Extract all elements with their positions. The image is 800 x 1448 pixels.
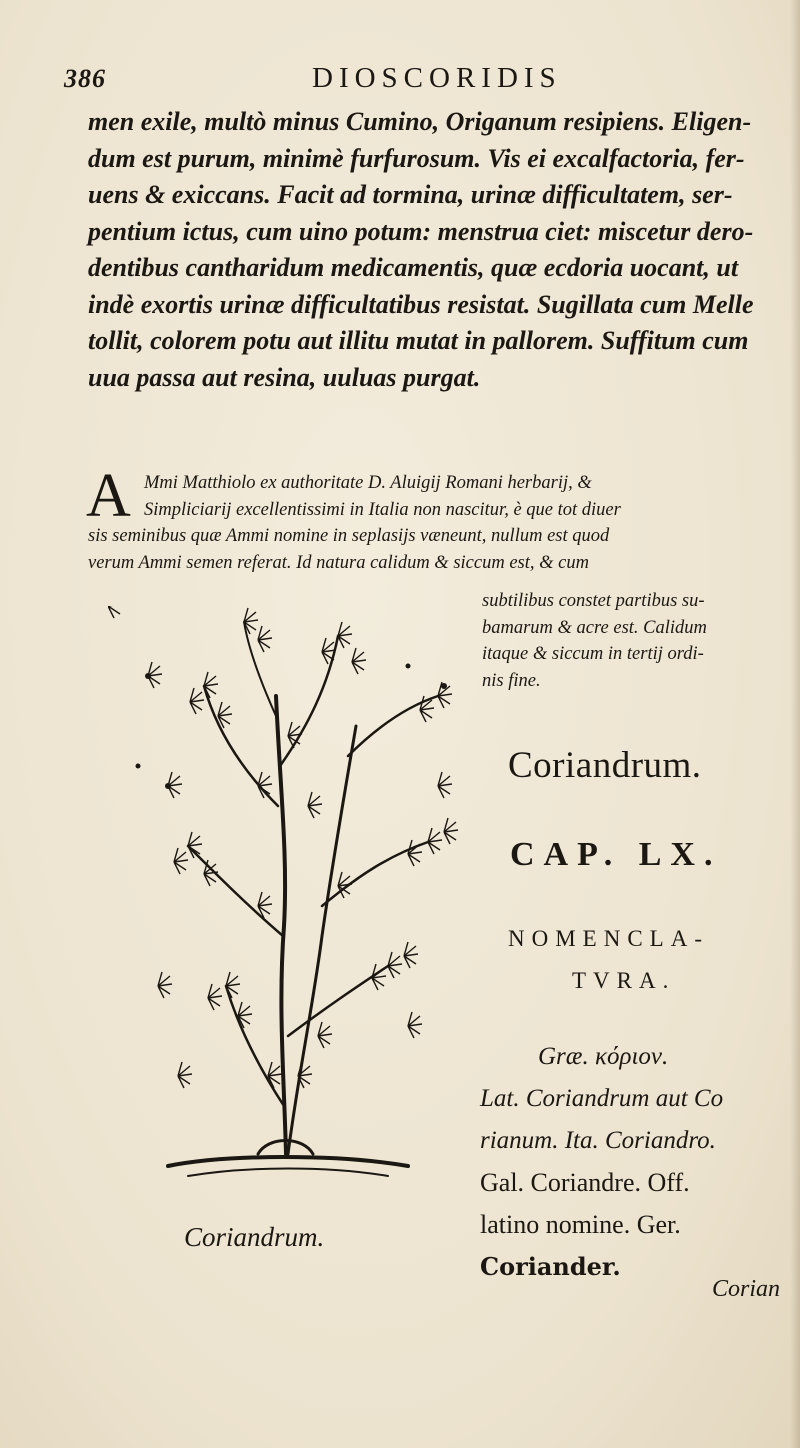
synonym-latin-italian: rianum. Ita. Coriandro. — [480, 1127, 716, 1154]
annotation-line: subtilibus constet partibus su- — [482, 591, 705, 611]
annotation-line: itaque & siccum in tertij ordi- — [482, 644, 704, 664]
running-head: DIOSCORIDIS — [312, 62, 562, 94]
text-line: dentibus cantharidum medicamentis, quæ ecdoria uocant, ut — [88, 253, 739, 282]
catchword: Corian — [712, 1276, 781, 1302]
text-line: uens & exiccans. Facit ad tormina, urinæ difficultatem, ser- — [88, 180, 733, 209]
chapter-title: Coriandrum. — [508, 745, 702, 786]
drop-cap: A — [86, 462, 131, 530]
illustration-caption: Coriandrum. — [184, 1222, 325, 1252]
text-line: indè exortis urinæ difficultatibus resistat. Sugillata cum Melle — [88, 289, 754, 319]
main-text-block — [88, 104, 788, 396]
annotation-line: verum Ammi semen referat. Id natura calidum & siccum est, & cum — [88, 552, 589, 573]
annotation-line: bamarum & acre est. Calidum — [482, 617, 707, 638]
text-line: pentium ictus, cum uino potum: menstrua ciet: miscetur dero- — [88, 216, 754, 246]
nomenclatura-heading-part-2: TVRA. — [572, 968, 676, 993]
annotation-right-column — [482, 588, 798, 694]
text-line: dum est purum, minimè furfurosum. Vis ei excalfactoria, fer- — [88, 143, 745, 173]
synonym-greek: Græ. κόριον. — [538, 1043, 669, 1070]
text-line: uua passa aut resina, uuluas purgat. — [88, 362, 481, 392]
synonym-latin: Lat. Coriandrum aut Co — [480, 1085, 724, 1112]
annotation-line: sis seminibus quæ Ammi nomine in seplasijs væneunt, nullum est quod — [88, 526, 610, 546]
annotation-line: Mmi Matthiolo ex authoritate D. Aluigij Romani herbarij, & — [144, 473, 592, 493]
text-line: tollit, colorem potu aut illitu mutat in pallorem. Suffitum cum — [88, 326, 749, 355]
annotation-block — [86, 462, 798, 576]
nomenclatura-heading-part-1: NOMENCLA- — [508, 926, 709, 951]
coriander-woodcut-illustration — [108, 606, 472, 1206]
page-number: 386 — [64, 64, 106, 93]
chapter-number: CAP. LX. — [510, 836, 722, 873]
page-header — [64, 60, 764, 100]
synonym-german: Coriander. — [480, 1252, 621, 1281]
annotation-line: nis fine. — [482, 670, 541, 691]
synonym-gallic: Gal. Coriandre. Off. — [480, 1168, 690, 1197]
annotation-line: Simpliciarij excellentissimi in Italia non nascitur, è que tot diuer — [144, 499, 621, 520]
synonyms-list — [480, 1036, 798, 1288]
text-line: men exile, multò minus Cumino, Origanum resipiens. Eligen- — [88, 107, 752, 136]
synonym-official: latino nomine. Ger. — [480, 1210, 681, 1239]
